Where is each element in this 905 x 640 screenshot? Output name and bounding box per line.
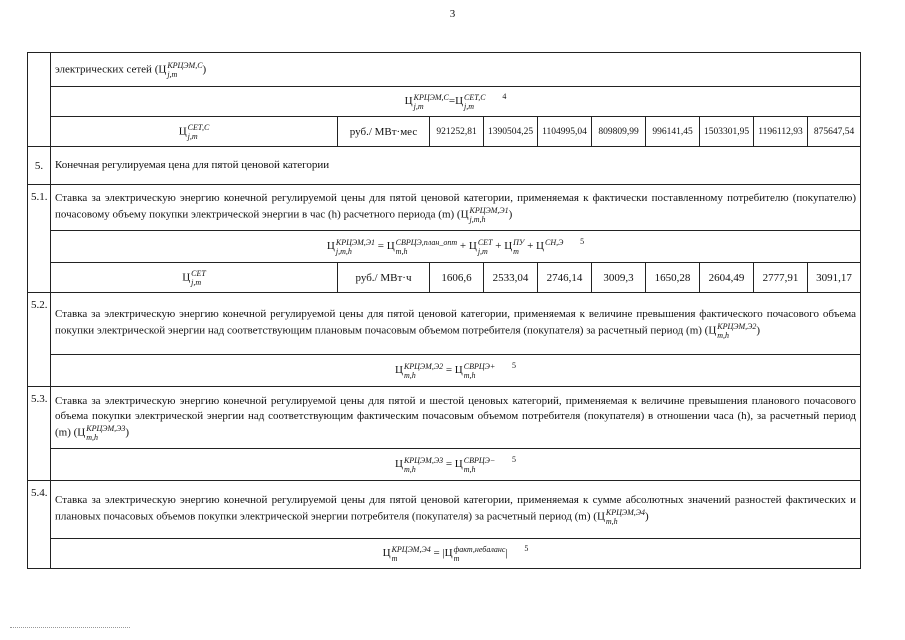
table-row: [28, 387, 861, 449]
value-cell: 921252,81: [430, 117, 484, 147]
value-cell: 3091,17: [808, 263, 861, 293]
formula-row: [28, 539, 861, 569]
formula-cell: Ц КРЦЭМ,С j,m =Ц СЕТ,С j,m $^4$: [51, 87, 861, 117]
formula-cell: Ц КРЦЭМ,Э4 m = |Ц факт,небаланс m | $^5$: [51, 539, 861, 569]
value-cell: 1104995,04: [538, 117, 592, 147]
section-text: Конечная регулируемая цена для пятой ценовой категории: [51, 147, 861, 185]
value-label: Ц СЕТ,С j,m: [51, 117, 338, 147]
section-number: 5.: [28, 147, 51, 185]
value-cell: 1503301,95: [700, 117, 754, 147]
formula-row: [28, 231, 861, 263]
page-number: 3: [449, 8, 456, 20]
formula-cell: Ц КРЦЭМ,Э1 j,m,h = Ц СВРЦЭ,план_опт m,h + Ц СЕТ j,m + Ц ПУ m + Ц СН,Э $^5$: [51, 231, 861, 263]
value-cell: 2533,04: [484, 263, 538, 293]
scan-artifact: [10, 627, 130, 628]
unit-cell: руб./ МВт·ч: [338, 263, 430, 293]
section-number: 5.2.: [28, 293, 51, 387]
formula-row: [28, 449, 861, 481]
value-cell: 3009,3: [592, 263, 646, 293]
empty-num-cell: [28, 53, 51, 147]
section-number: 5.3.: [28, 387, 51, 481]
value-cell: 1390504,25: [484, 117, 538, 147]
formula-row: [28, 355, 861, 387]
table-row: [28, 185, 861, 231]
value-cell: 1606,6: [430, 263, 484, 293]
section-number: 5.4.: [28, 481, 51, 569]
value-cell: 2777,91: [754, 263, 808, 293]
row-text: электрических сетей (Ц КРЦЭМ,С j,m ): [51, 53, 861, 87]
section-text: Ставка за электрическую энергию конечной регулируемой цены для пятой и шестой ценовых категорий, применяемая к величине превышения планового почасового объема покупки электрической энергии над соответствующим фактическим почасовым объемом потребителя (покупателя) в отношении часа (h), за расчетный период (m) (Ц КРЦЭМ,Э3 m,h ): [51, 387, 861, 449]
tariff-table: [27, 52, 861, 569]
section-text: Ставка за электрическую энергию конечной регулируемой цены для пятой ценовой категории, применяемая к сумме абсолютных значений разностей фактических и плановых почасовых объемов покупки электрической энергии потребителя (покупателя) за расчетный период (m) (Ц КРЦЭМ,Э4 m,h ): [51, 481, 861, 539]
value-cell: 1196112,93: [754, 117, 808, 147]
formula-row: [28, 87, 861, 117]
value-cell: 2604,49: [700, 263, 754, 293]
values-row: [28, 117, 861, 147]
value-cell: 875647,54: [808, 117, 861, 147]
section-text: Ставка за электрическую энергию конечной регулируемой цены для пятой ценовой категории, применяемая к величине превышения фактического почасового объема покупки электрической энергии над соответствующим плановым почасовым объемом потребителя (покупателя) за расчетный период (m) (Ц КРЦЭМ,Э2 m,h ): [51, 293, 861, 355]
value-label: Ц СЕТ j,m: [51, 263, 338, 293]
formula-cell: Ц КРЦЭМ,Э2 m,h = Ц СВРЦЭ+ m,h $^5$: [51, 355, 861, 387]
unit-cell: руб./ МВт·мес: [338, 117, 430, 147]
table-row: [28, 481, 861, 539]
table-row: [28, 293, 861, 355]
section-number: 5.1.: [28, 185, 51, 293]
value-cell: 809809,99: [592, 117, 646, 147]
value-cell: 1650,28: [646, 263, 700, 293]
value-cell: 2746,14: [538, 263, 592, 293]
values-row: [28, 263, 861, 293]
section-text: Ставка за электрическую энергию конечной регулируемой цены для пятой ценовой категории, применяемая к фактически поставленному потребителю (покупателю) почасовому объему покупки электрической энергии в час (h) расчетного периода (m) (Ц КРЦЭМ,Э1 j,m,h ): [51, 185, 861, 231]
value-cell: 996141,45: [646, 117, 700, 147]
table-row: [28, 53, 861, 87]
formula-cell: Ц КРЦЭМ,Э3 m,h = Ц СВРЦЭ− m,h $^5$: [51, 449, 861, 481]
table-row: [28, 147, 861, 185]
